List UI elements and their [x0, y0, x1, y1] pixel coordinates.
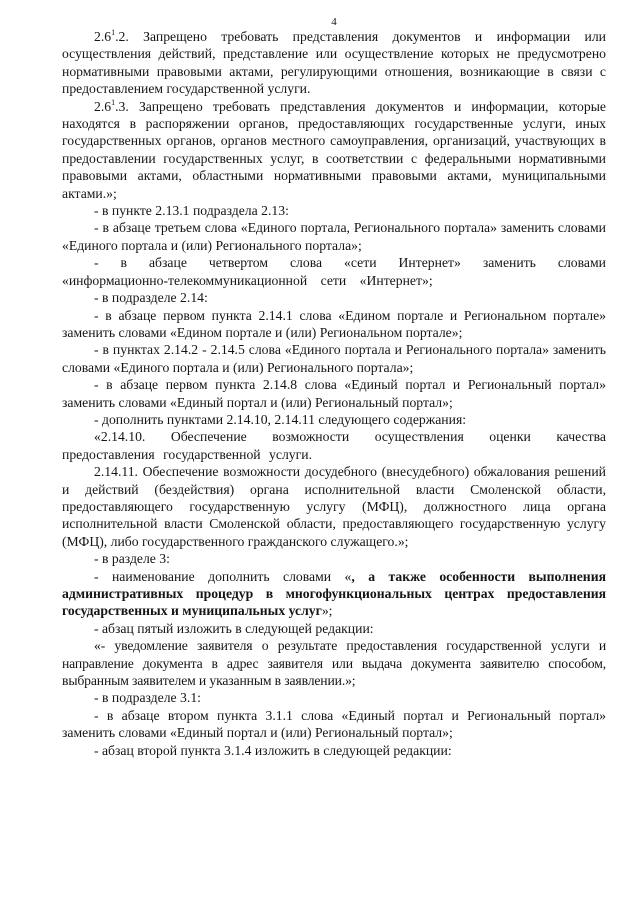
clause-superscript: 1 [111, 28, 116, 37]
paragraph-2-6-1-2 [62, 28, 606, 98]
paragraph-abzats-third: - в абзаце третьем слова «Единого портала, Регионального портала» заменить словами «Единого портала и (или) Регионального портала»; [62, 220, 606, 253]
paragraph-abzats-fourth: - в абзаце четвертом слова «сети Интернет» заменить словами «информационно-телекоммуникационной сети «Интернет»; [62, 255, 606, 288]
paragraph-items-2-14-2-5: - в пунктах 2.14.2 - 2.14.5 слова «Единого портала и Регионального портала» заменить словами «Единого портала и (или) Регионального портала»; [62, 342, 606, 375]
paragraph-subsection-2-14: - в подразделе 2.14: [94, 290, 208, 306]
clause-number: 2.6 [94, 29, 112, 44]
clause-number: 2.6 [94, 98, 112, 114]
clause-text: .3. Запрещено требовать представления документов и информации, которые находятся в распоряжении органов, предоставляющих государственные услуги, иных государственных органов, органов местного самоуправления, организаций, участвующих в предоставлении государственных услуг, в соответствии с федеральными нормативными правовыми актами, областными нормативными правовыми актами, муниципальными актами.»; [62, 98, 606, 201]
clause-text: .2. Запрещено требовать представления документов и информации или осуществления действий, представление или осуществление которых не предусмотрено нормативными правовыми актами, регулирующими отношения, возникающие в связи с предоставлением государственной услуги. [62, 29, 606, 97]
document-body [62, 28, 606, 759]
title-addition-suffix: »; [321, 603, 333, 619]
paragraph-item-2-14-1: - в абзаце первом пункта 2.14.1 слова «Едином портале и Региональном портале» заменить словами «Едином портале и (или) Региональном портале»; [62, 307, 606, 340]
clause-superscript: 1 [111, 97, 116, 107]
paragraph-item-3-1-1: - в абзаце втором пункта 3.1.1 слова «Единый портал и Региональный портал» заменить словами «Единый портал и (или) Региональный портал»; [62, 707, 606, 741]
paragraph-2-14-11: 2.14.11. Обеспечение возможности досудебного (внесудебного) обжалования решений и действий (бездействия) органа исполнительной власти Смоленской области, предоставляющего государственную услугу (МФЦ), должностного лица органа исполнительной власти Смоленской области, предоставляющего государственную услугу (МФЦ), либо государственного гражданского служащего.»; [62, 464, 606, 549]
paragraph-item-3-1-4: - абзац второй пункта 3.1.4 изложить в следующей редакции: [94, 742, 452, 758]
paragraph-notification: «- уведомление заявителя о результате предоставления государственной услуги и направление документа в адрес заявителя или выдача документа заявителю способом, выбранным заявителем и указанным в заявлении.»; [62, 638, 606, 689]
title-addition-bold: , а также особенности выполнения административных процедур в многофункциональных центрах предоставления государственных и муниципальных услуг [62, 568, 606, 619]
paragraph-2-14-10: «2.14.10. Обеспечение возможности осуществления оценки качества предоставления государственной услуги. [62, 429, 606, 462]
paragraph-title-addition [62, 568, 606, 620]
paragraph-2-6-1-3 [62, 98, 606, 202]
paragraph-item-2-13-1: - в пункте 2.13.1 подраздела 2.13: [94, 203, 289, 219]
paragraph-add-items: - дополнить пунктами 2.14.10, 2.14.11 следующего содержания: [94, 411, 467, 427]
title-addition-prefix: - наименование дополнить словами « [94, 568, 352, 584]
paragraph-item-2-14-8: - в абзаце первом пункта 2.14.8 слова «Единый портал и Региональный портал» заменить словами «Единый портал и (или) Региональный портал»; [62, 377, 606, 410]
paragraph-abzats-fifth: - абзац пятый изложить в следующей редакции: [94, 620, 374, 636]
paragraph-section-3: - в разделе 3: [94, 551, 170, 567]
page-number: 4 [331, 16, 337, 28]
paragraph-subsection-3-1: - в подразделе 3.1: [94, 690, 201, 706]
